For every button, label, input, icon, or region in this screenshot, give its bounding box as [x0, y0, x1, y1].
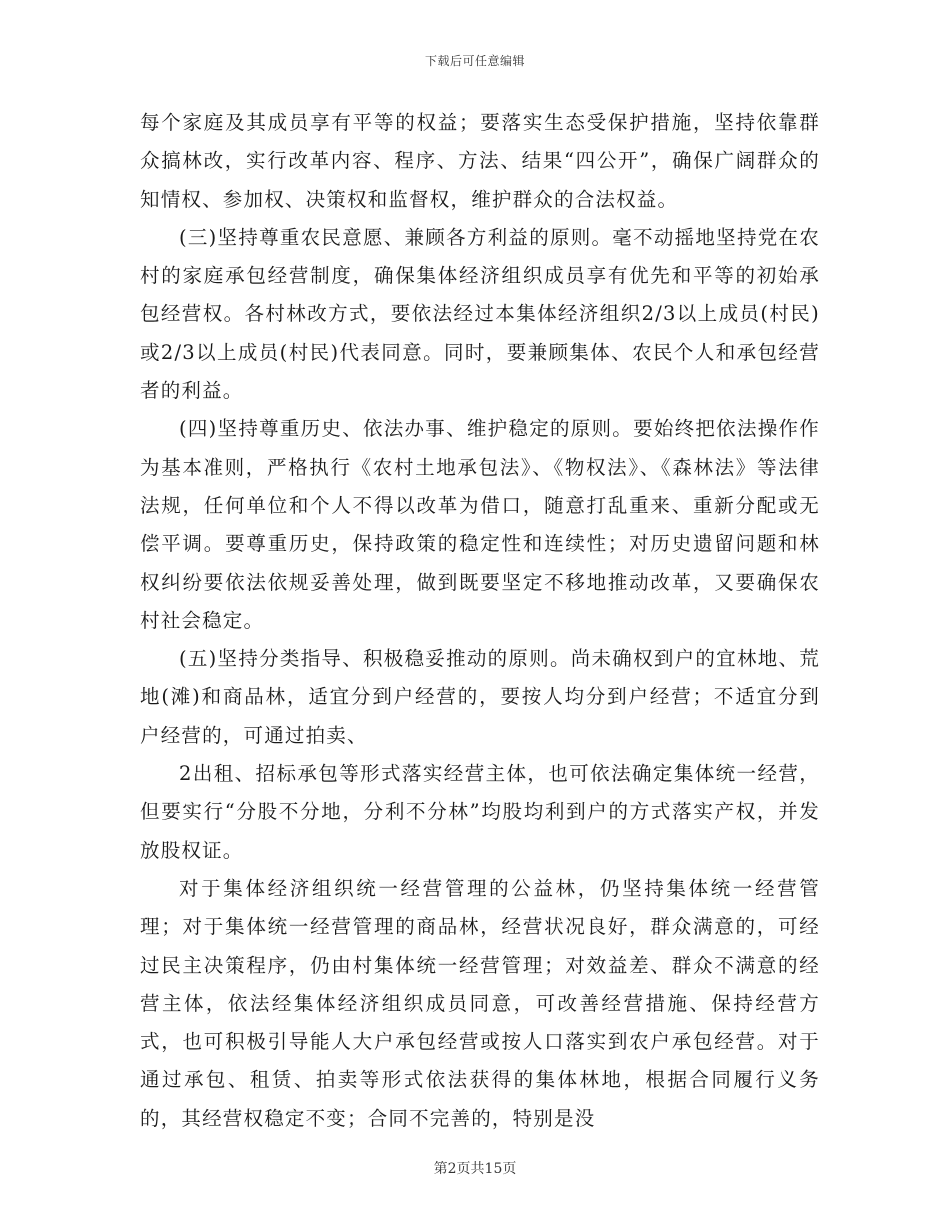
page-header-note: 下载后可任意编辑 — [424, 54, 525, 68]
paragraph-principle-3: (三)坚持尊重农民意愿、兼顾各方利益的原则。毫不动摇地坚持党在农村的家庭承包经营制度，确保集体经济组织成员享有优先和平等的初始承包经营权。各村林改方式，要依法经过本集体经济组织2/3以上成员(村民)或2/3以上成员(村民)代表同意。同时，要兼顾集体、农民个人和承包经营者的利益。 — [140, 225, 820, 403]
paragraph-continuation: 每个家庭及其成员享有平等的权益；要落实生态受保护措施，坚持依靠群众搞林改，实行改革内容、程序、方法、结果“四公开”，确保广阔群众的知情权、参加权、决策权和监督权，维护群众的合法权益。 — [140, 111, 820, 211]
document-body — [140, 104, 820, 1138]
page-number: 第2页共15页 — [433, 1161, 517, 1177]
paragraph-principle-4: (四)坚持尊重历史、依法办事、维护稳定的原则。要始终把依法操作作为基本准则，严格执行《农村土地承包法》、《物权法》、《森林法》等法律法规，任何单位和个人不得以改革为借口，随意打乱重来、重新分配或无偿平调。要尊重历史，保持政策的稳定性和连续性；对历史遗留问题和林权纠纷要依法依规妥善处理，做到既要坚定不移地推动改革，又要确保农村社会稳定。 — [140, 417, 820, 632]
paragraph-collective-management: 对于集体经济组织统一经营管理的公益林，仍坚持集体统一经营管理；对于集体统一经营管理的商品林，经营状况良好，群众满意的，可经过民主决策程序，仍由村集体统一经营管理；对效益差、群众不满意的经营主体，依法经集体经济组织成员同意，可改善经营措施、保持经营方式，也可积极引导能人大户承包经营或按人口落实到农户承包经营。对于通过承包、租赁、拍卖等形式依法获得的集体林地，根据合同履行义务的，其经营权稳定不变；合同不完善的，特别是没 — [140, 876, 820, 1130]
paragraph-principle-5: (五)坚持分类指导、积极稳妥推动的原则。尚未确权到户的宜林地、荒地(滩)和商品林，适宜分到户经营的，要按人均分到户经营；不适宜分到户经营的，可通过拍卖、 — [140, 647, 820, 747]
paragraph-principle-5-cont: 2出租、招标承包等形式落实经营主体，也可依法确定集体统一经营，但要实行“分股不分地，分利不分林”均股均利到户的方式落实产权，并发放股权证。 — [140, 762, 820, 862]
